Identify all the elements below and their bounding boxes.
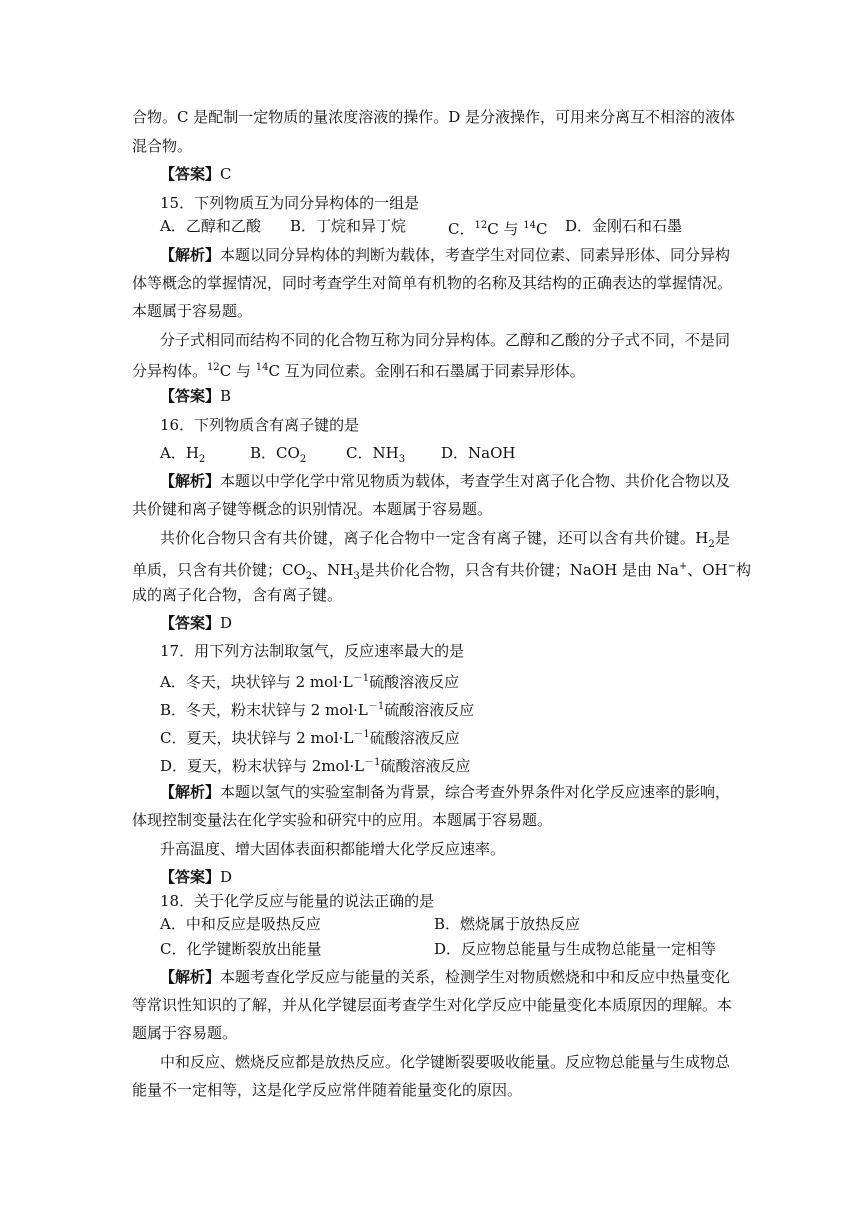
q14-explanation-line: 混合物。	[132, 137, 193, 155]
answer-label: 【答案】	[160, 387, 221, 405]
q17-analysis-line: 升高温度、增大固体表面积都能增大化学反应速率。	[160, 840, 506, 858]
q18-option-c: C．化学键断裂放出能量	[160, 940, 322, 958]
q18-explanation	[160, 967, 730, 987]
explanation-label: 【解析】	[160, 246, 221, 264]
answer-label: 【答案】	[160, 165, 221, 183]
q15-explanation	[160, 245, 730, 265]
subscript: 2	[708, 539, 715, 550]
q15-option-b: B．丁烷和异丁烷	[290, 217, 407, 235]
q16-stem: 16．下列物质含有离子键的是	[160, 416, 360, 434]
q17-option-c	[160, 725, 460, 748]
q15-option-d: D．金刚石和石墨	[565, 217, 683, 235]
answer-label: 【答案】	[160, 614, 221, 632]
option-text: C	[535, 220, 548, 238]
q17-option-b	[160, 697, 474, 720]
q18-option-d: D．反应物总能量与生成物总能量一定相等	[434, 940, 717, 958]
q17-stem: 17．用下列方法制取氢气，反应速率最大的是	[160, 642, 465, 660]
option-text: C．NH	[346, 444, 399, 462]
explanation-text: 本题考查化学反应与能量的关系，检测学生对物质燃烧和中和反应中热量变化	[220, 968, 731, 986]
q17-option-d	[160, 753, 471, 776]
mass-number: 14	[523, 220, 536, 231]
option-text: 硫酸溶液反应	[384, 701, 475, 719]
q16-analysis-line: 成的离子化合物，含有离子键。	[132, 586, 343, 604]
q15-answer	[160, 386, 231, 406]
q15-analysis-line	[132, 358, 585, 381]
subscript: 2	[305, 571, 313, 582]
q17-option-a	[160, 669, 459, 692]
q16-answer	[160, 613, 232, 633]
q15-analysis-line: 分子式相同而结构不同的化合物互称为同分异构体。乙醇和乙酸的分子式不同，不是同	[160, 331, 731, 349]
analysis-text: C 与	[219, 362, 256, 380]
option-text: B．CO	[250, 444, 300, 462]
option-text: 硫酸溶液反应	[369, 729, 460, 747]
subscript: 3	[353, 571, 360, 582]
answer-value: D	[220, 868, 233, 886]
q16-analysis-line	[160, 528, 730, 555]
analysis-text: 构	[735, 561, 751, 579]
q16-explanation	[160, 471, 730, 491]
analysis-text: 、NH	[312, 561, 354, 579]
superscript: +	[678, 561, 688, 572]
option-text: B．冬天，粉末状锌与 2 mol·L	[160, 701, 368, 719]
q15-explanation-line: 本题属于容易题。	[132, 302, 253, 320]
q15-stem: 15．下列物质互为同分异构体的一组是	[160, 194, 420, 212]
analysis-text: 、OH	[687, 561, 728, 579]
superscript: －1	[352, 673, 370, 684]
option-text: D．夏天，粉末状锌与 2mol·L	[160, 757, 365, 775]
answer-value: B	[220, 387, 232, 405]
superscript: −	[727, 561, 736, 572]
q17-answer	[160, 867, 232, 887]
q15-option-a: A．乙醇和乙酸	[160, 217, 261, 235]
answer-label: 【答案】	[160, 868, 221, 886]
analysis-text: 分异构体。	[132, 362, 208, 380]
option-text: A．H	[160, 444, 199, 462]
q15-option-c	[448, 216, 547, 239]
option-text: C 与	[487, 220, 524, 238]
q15-explanation-line: 体等概念的掌握情况，同时考查学生对简单有机物的名称及其结构的正确表达的掌握情况。	[132, 274, 733, 292]
q16-analysis-line	[132, 557, 751, 587]
answer-value: D	[220, 614, 233, 632]
q18-option-a: A．中和反应是吸热反应	[160, 915, 321, 933]
q18-stem: 18．关于化学反应与能量的说法正确的是	[160, 892, 435, 910]
q17-explanation-line: 体现控制变量法在化学实验和研究中的应用。本题属于容易题。	[132, 811, 553, 829]
analysis-text: 是	[714, 529, 730, 547]
superscript: －1	[353, 729, 370, 740]
analysis-text: 单质，只含有共价键；CO	[132, 561, 306, 579]
q16-explanation-line: 共价键和离子键等概念的识别情况。本题属于容易题。	[132, 500, 493, 518]
analysis-text: 共价化合物只含有共价键，离子化合物中一定含有离子键，还可以含有共价键。H	[160, 529, 709, 547]
option-text: 硫酸溶液反应	[369, 673, 460, 691]
q16-option-b	[250, 443, 306, 470]
answer-value: C	[220, 165, 232, 183]
q18-option-b: B．燃烧属于放热反应	[434, 915, 581, 933]
analysis-text: 是共价化合物，只含有共价键；NaOH 是由 Na	[359, 561, 679, 579]
mass-number: 12	[474, 220, 488, 231]
subscript: 3	[398, 454, 406, 465]
option-text: 硫酸溶液反应	[380, 757, 471, 775]
superscript: －1	[367, 701, 385, 712]
explanation-label: 【解析】	[160, 472, 221, 490]
q16-option-d: D．NaOH	[441, 444, 516, 462]
analysis-text: C 互为同位素。金刚石和石墨属于同素异形体。	[268, 362, 585, 380]
q14-answer	[160, 164, 232, 184]
explanation-text: 本题以中学化学中常见物质为载体，考查学生对离子化合物、共价化合物以及	[220, 472, 731, 490]
q14-explanation-line: 合物。C 是配制一定物质的量浓度溶液的操作。D 是分液操作，可用来分离互不相溶的液体	[132, 108, 736, 126]
option-text: C．夏天，块状锌与 2 mol·L	[160, 729, 354, 747]
q18-explanation-line: 等常识性知识的了解，并从化学键层面考查学生对化学反应中能量变化本质原因的理解。本	[132, 996, 733, 1014]
q16-option-c	[346, 443, 405, 470]
option-label: C．	[448, 220, 475, 238]
q18-analysis-line: 能量不一定相等，这是化学反应常伴随着能量变化的原因。	[132, 1081, 523, 1099]
q17-explanation	[160, 782, 730, 802]
subscript: 2	[299, 454, 307, 465]
mass-number: 12	[207, 362, 220, 373]
explanation-label: 【解析】	[160, 783, 221, 801]
option-text: A．冬天，块状锌与 2 mol·L	[160, 673, 353, 691]
explanation-text: 本题以氢气的实验室制备为背景，综合考查外界条件对化学反应速率的影响，	[220, 783, 731, 801]
q16-option-a	[160, 443, 205, 470]
q18-explanation-line: 题属于容易题。	[132, 1024, 238, 1042]
q18-analysis-line: 中和反应、燃烧反应都是放热反应。化学键断裂要吸收能量。反应物总能量与生成物总	[160, 1053, 731, 1071]
subscript: 2	[198, 454, 206, 465]
explanation-label: 【解析】	[160, 968, 221, 986]
explanation-text: 本题以同分异构体的判断为载体，考查学生对同位素、同素异形体、同分异构	[220, 246, 731, 264]
superscript: －1	[364, 757, 381, 768]
mass-number: 14	[255, 362, 269, 373]
